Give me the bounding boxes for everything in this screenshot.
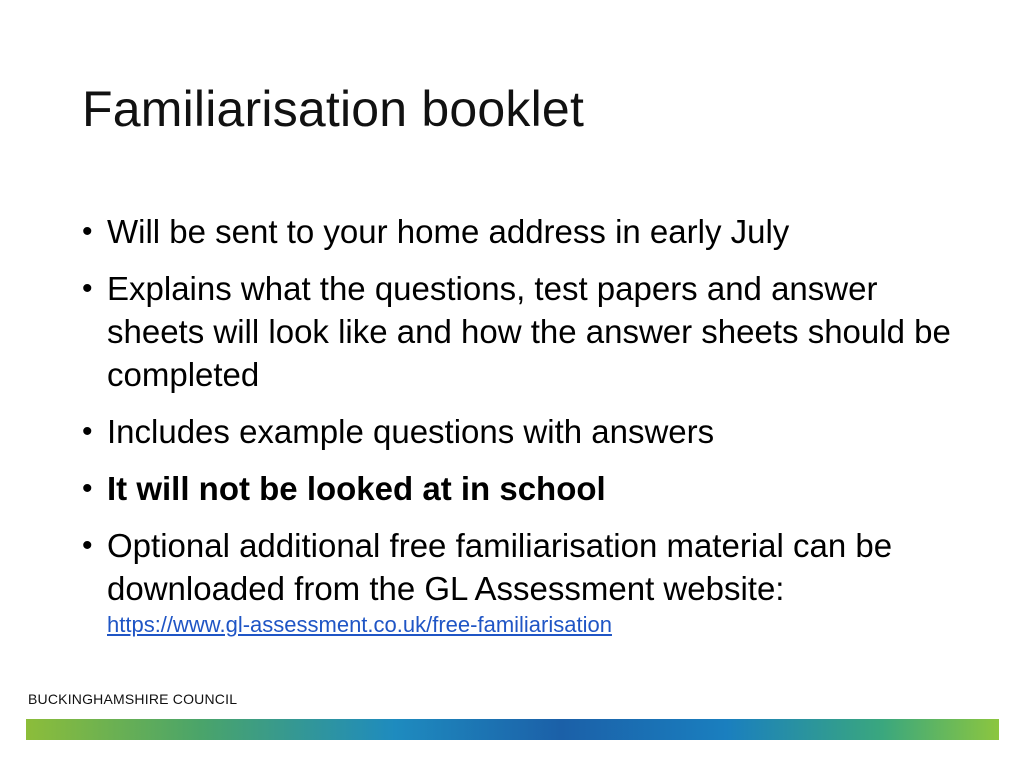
bullet-text-emphasis: It will not be looked at in school — [107, 470, 606, 507]
slide-title: Familiarisation booklet — [82, 81, 585, 137]
bullet-item — [82, 267, 962, 396]
bullet-list — [82, 210, 962, 654]
bullet-dot: • — [82, 215, 93, 248]
bullet-item — [82, 524, 962, 640]
bullet-text: Explains what the questions, test papers and answer sheets will look like and how the answer sheets should be completed — [107, 270, 951, 393]
footer-gradient-bar — [26, 719, 999, 740]
bullet-dot: • — [82, 472, 93, 505]
bullet-dot: • — [82, 529, 93, 562]
footer-organisation: BUCKINGHAMSHIRE COUNCIL — [28, 691, 238, 707]
bullet-text: Will be sent to your home address in early July — [107, 213, 790, 250]
gl-assessment-link[interactable]: https://www.gl-assessment.co.uk/free-familiarisation — [107, 612, 612, 637]
bullet-item — [82, 467, 962, 510]
bullet-dot: • — [82, 415, 93, 448]
bullet-item — [82, 410, 962, 453]
bullet-dot: • — [82, 272, 93, 305]
bullet-text: Includes example questions with answers — [107, 413, 715, 450]
bullet-item — [82, 210, 962, 253]
bullet-text: Optional additional free familiarisation material can be downloaded from the GL Assessment website: — [107, 527, 893, 607]
